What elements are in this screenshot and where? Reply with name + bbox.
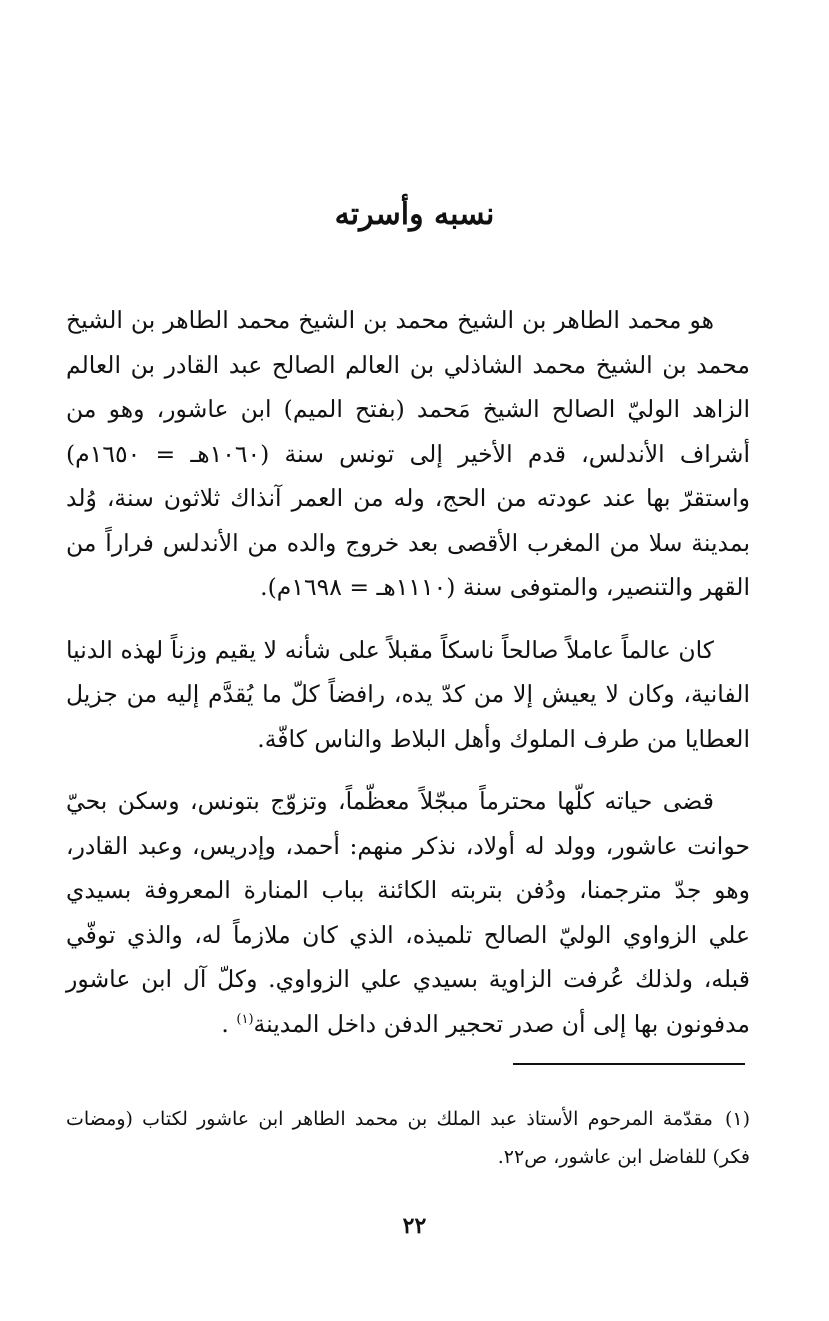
footnote-text: مقدّمة المرحوم الأستاذ عبد الملك بن محمد الطاهر ابن عاشور لكتاب (ومضات فكر) للفاضل ابن عاشور، ص٢٢. bbox=[66, 1108, 750, 1168]
page-number: ٢٢ bbox=[402, 1213, 427, 1239]
paragraph-character: كان عالماً عاملاً صالحاً ناسكاً مقبلاً على شأنه لا يقيم وزناً لهذه الدنيا الفانية، وكان لا يعيش إلا من كدّ يده، رافضاً كلّ ما يُقدَّم إليه من جزيل العطايا من طرف الملوك وأهل البلاط والناس كافّة. bbox=[66, 635, 750, 753]
footnote-reference: (١) bbox=[236, 1011, 254, 1027]
footnote-marker: (١) bbox=[724, 1108, 750, 1130]
paragraph-family bbox=[66, 779, 750, 1046]
paragraph-lineage: هو محمد الطاهر بن الشيخ محمد بن الشيخ محمد الطاهر بن الشيخ محمد بن الشيخ محمد الشاذلي بن العالم الصالح عبد القادر بن العالم الزاهد الوليّ الصالح الشيخ مَحمد (بفتح الميم) ابن عاشور، وهو من أشراف الأندلس، قدم الأخير إلى تونس سنة (١٠٦٠هـ = ١٦٥٠م) واستقرّ بها عند عودته من الحج، وله من العمر آنذاك ثلاثون سنة، وُلد بمدينة سلا من المغرب الأقصى بعد خروج والده من الأندلس فراراً من القهر والتنصير، والمتوفى سنة (١١١٠هـ = ١٦٩٨م). bbox=[66, 306, 750, 601]
footnote-separator bbox=[513, 1063, 745, 1065]
chapter-heading: نسبه وأسرته bbox=[334, 197, 495, 232]
paragraph-family-text: قضى حياته كلّها محترماً مبجّلاً معظّماً، وتزوّج بتونس، وسكن بحيّ حوانت عاشور، وولد له أولاد، نذكر منهم: أحمد، وإدريس، وعبد القادر، وهو جدّ مترجمنا، ودُفن بتربته الكائنة بباب المنارة المعروفة بسيدي علي الزواوي الوليّ الصالح تلميذه، الذي كان ملازماً له، والذي توفّي قبله، ولذلك عُرفت الزاوية بسيدي علي الزواوي. وكلّ آل ابن عاشور مدفونون بها إلى أن صدر تحجير الدفن داخل المدينة bbox=[66, 787, 750, 1038]
footnote bbox=[66, 1100, 750, 1176]
paragraph-end-mark: . bbox=[221, 1009, 229, 1038]
body-text bbox=[66, 298, 750, 1064]
